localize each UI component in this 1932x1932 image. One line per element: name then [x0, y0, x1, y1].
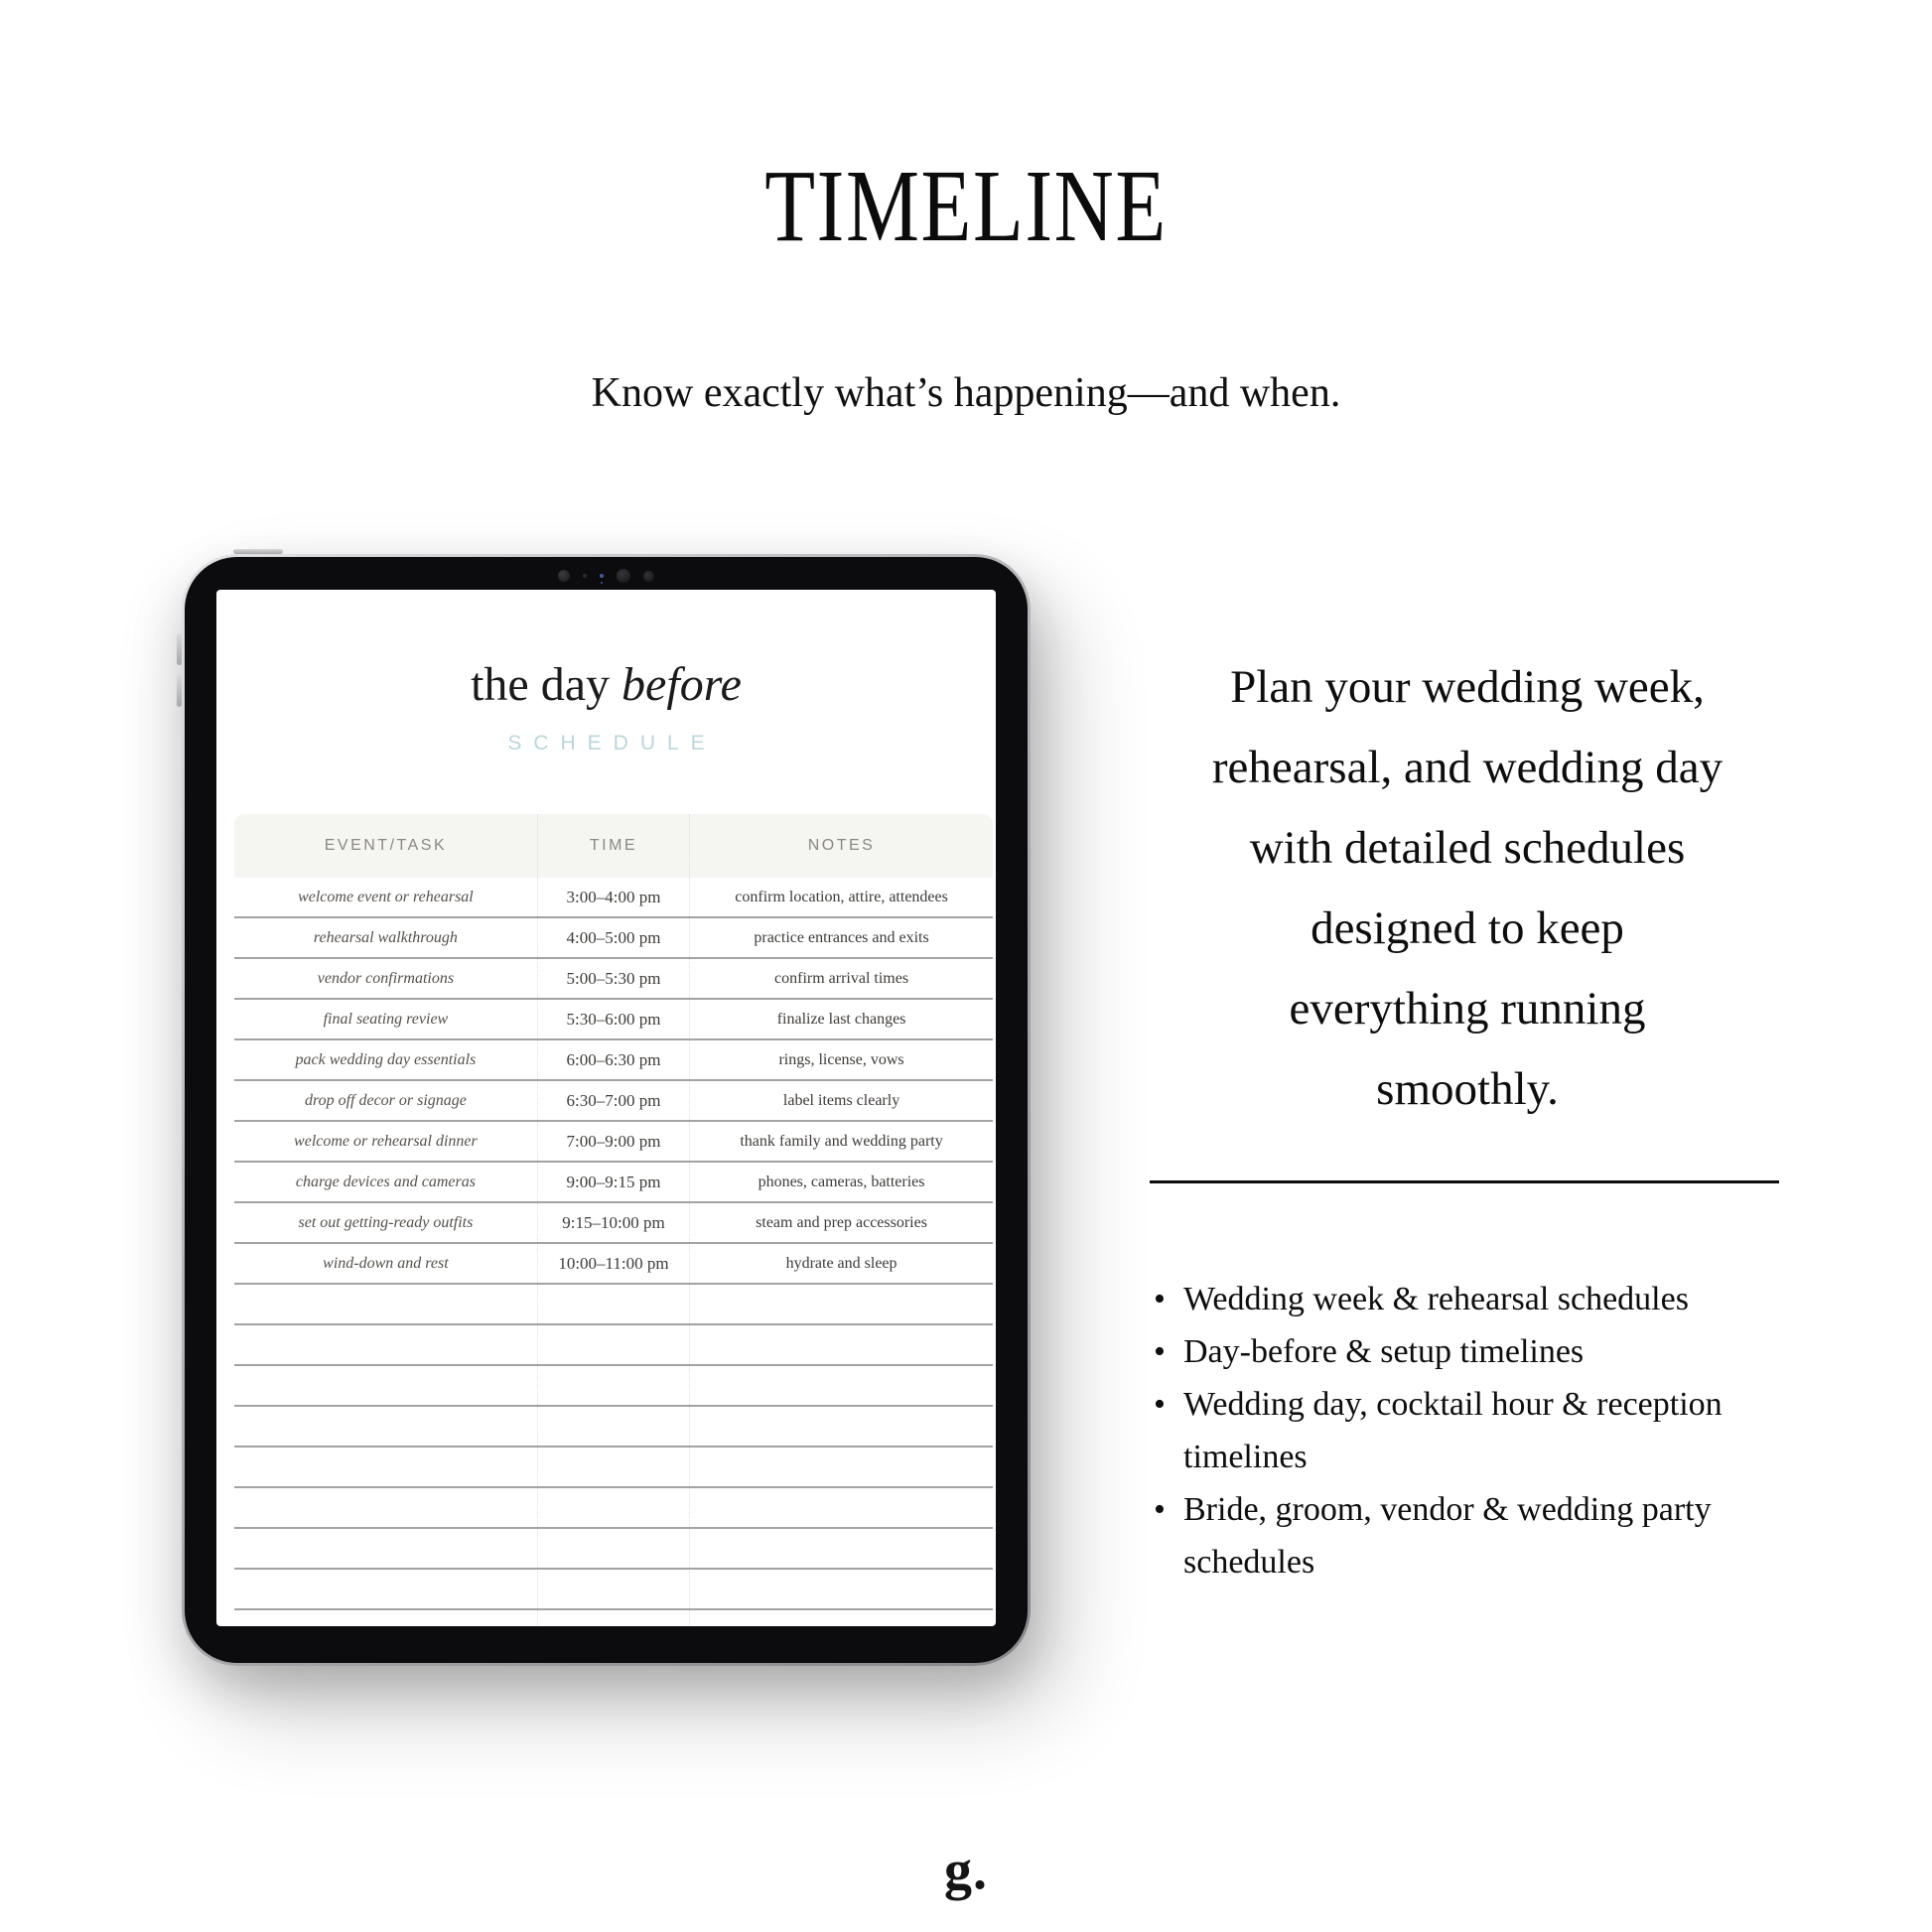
- notes-cell: thank family and wedding party: [740, 1132, 943, 1150]
- feature-bullet-item: • Wedding day, cocktail hour & reception timelines: [1144, 1378, 1819, 1483]
- table-row: [234, 1610, 993, 1626]
- time-cell: 10:00–11:00 pm: [537, 1244, 690, 1283]
- time-cell: 6:00–6:30 pm: [537, 1040, 690, 1079]
- tablet-volume-down-button: [177, 675, 182, 707]
- tablet-power-button: [233, 549, 283, 554]
- time-cell: [537, 1325, 690, 1364]
- table-row: [234, 1122, 993, 1163]
- table-row: [234, 1285, 993, 1325]
- table-row: [234, 1488, 993, 1529]
- feature-bullet-item: • Wedding week & rehearsal schedules: [1144, 1273, 1819, 1325]
- time-cell: 7:00–9:00 pm: [537, 1122, 690, 1161]
- column-header-event-task: EVENT/TASK: [324, 837, 448, 854]
- planner-title-regular: the day: [471, 658, 622, 711]
- table-row: [234, 1448, 993, 1488]
- notes-cell: confirm arrival times: [774, 969, 909, 987]
- table-row: [234, 918, 993, 959]
- table-row: [234, 1244, 993, 1285]
- camera-sensor-icon: [583, 574, 587, 578]
- notes-cell: label items clearly: [782, 1091, 900, 1109]
- notes-cell: practice entrances and exits: [754, 928, 929, 946]
- event-task-cell: final seating review: [323, 1010, 449, 1028]
- table-row: [234, 1570, 993, 1610]
- paragraph-line: rehearsal, and wedding day: [1211, 742, 1724, 793]
- tablet-bezel: [185, 557, 1028, 1663]
- time-cell: 9:15–10:00 pm: [537, 1203, 690, 1242]
- feature-bullet-item: • Day-before & setup timelines: [1144, 1325, 1819, 1378]
- notes-cell: confirm location, attire, attendees: [735, 888, 948, 905]
- notes-cell: hydrate and sleep: [785, 1254, 897, 1272]
- tablet-mockup: [182, 554, 1031, 1666]
- event-task-cell: charge devices and cameras: [295, 1173, 476, 1190]
- event-task-cell: pack wedding day essentials: [295, 1050, 477, 1068]
- notes-cell: finalize last changes: [776, 1010, 906, 1028]
- event-task-cell: drop off decor or signage: [304, 1091, 467, 1109]
- camera-indicator-icon: [600, 574, 604, 578]
- time-cell: [537, 1285, 690, 1323]
- column-header-time: TIME: [537, 814, 690, 878]
- time-cell: [537, 1488, 690, 1527]
- camera-lens-icon: [643, 571, 654, 582]
- feature-bullet-list: [1144, 1273, 1819, 1588]
- camera-lens-icon: [617, 569, 630, 583]
- event-task-cell: vendor confirmations: [317, 969, 455, 987]
- table-row: [234, 1529, 993, 1570]
- paragraph-line: with detailed schedules: [1249, 822, 1686, 874]
- time-cell: 9:00–9:15 pm: [537, 1163, 690, 1201]
- table-row: [234, 1325, 993, 1366]
- table-row: [234, 878, 993, 918]
- time-cell: [537, 1610, 690, 1626]
- schedule-table-header: [234, 814, 993, 878]
- event-task-cell: welcome or rehearsal dinner: [294, 1132, 478, 1150]
- table-row: [234, 959, 993, 1000]
- notes-cell: steam and prep accessories: [756, 1213, 927, 1231]
- planner-page-title: [216, 657, 996, 712]
- notes-cell: rings, license, vows: [778, 1050, 904, 1068]
- feature-bullet-item: • Bride, groom, vendor & wedding party schedules: [1144, 1483, 1819, 1588]
- time-cell: [537, 1448, 690, 1486]
- table-row: [234, 1203, 993, 1244]
- event-task-cell: rehearsal walkthrough: [313, 928, 458, 946]
- page-subtitle: Know exactly what’s happening—and when.: [591, 370, 1341, 416]
- table-row: [234, 1163, 993, 1203]
- schedule-rows: [234, 878, 993, 1626]
- table-row: [234, 1366, 993, 1407]
- tablet-screen: [216, 590, 996, 1626]
- table-row: [234, 1407, 993, 1448]
- time-cell: 5:30–6:00 pm: [537, 1000, 690, 1038]
- section-divider: [1150, 1180, 1779, 1183]
- time-cell: [537, 1529, 690, 1568]
- table-row: [234, 1000, 993, 1040]
- time-cell: 6:30–7:00 pm: [537, 1081, 690, 1120]
- schedule-table: [234, 814, 993, 1626]
- event-task-cell: welcome event or rehearsal: [298, 888, 474, 905]
- time-cell: [537, 1570, 690, 1608]
- camera-lens-icon: [558, 570, 570, 582]
- column-header-notes: NOTES: [807, 837, 876, 854]
- tablet-volume-up-button: [177, 633, 182, 665]
- table-row: [234, 1040, 993, 1081]
- notes-cell: phones, cameras, batteries: [758, 1173, 925, 1190]
- paragraph-line: Plan your wedding week,: [1230, 661, 1705, 713]
- brand-logo: g.: [944, 1840, 988, 1901]
- planner-title-italic: before: [621, 658, 742, 711]
- description-paragraph: [1120, 647, 1815, 1130]
- tablet-camera-cluster: [185, 566, 1028, 586]
- planner-page-subtitle: SCHEDULE: [507, 732, 717, 755]
- table-row: [234, 1081, 993, 1122]
- time-cell: 5:00–5:30 pm: [537, 959, 690, 998]
- page-title: TIMELINE: [764, 149, 1168, 263]
- event-task-cell: set out getting-ready outfits: [298, 1213, 474, 1231]
- time-cell: 4:00–5:00 pm: [537, 918, 690, 957]
- paragraph-line: everything running: [1289, 983, 1646, 1035]
- event-task-cell: wind-down and rest: [323, 1254, 449, 1272]
- paragraph-line: smoothly.: [1376, 1063, 1559, 1115]
- time-cell: 3:00–4:00 pm: [537, 878, 690, 916]
- paragraph-line: designed to keep: [1311, 902, 1624, 954]
- time-cell: [537, 1407, 690, 1446]
- time-cell: [537, 1366, 690, 1405]
